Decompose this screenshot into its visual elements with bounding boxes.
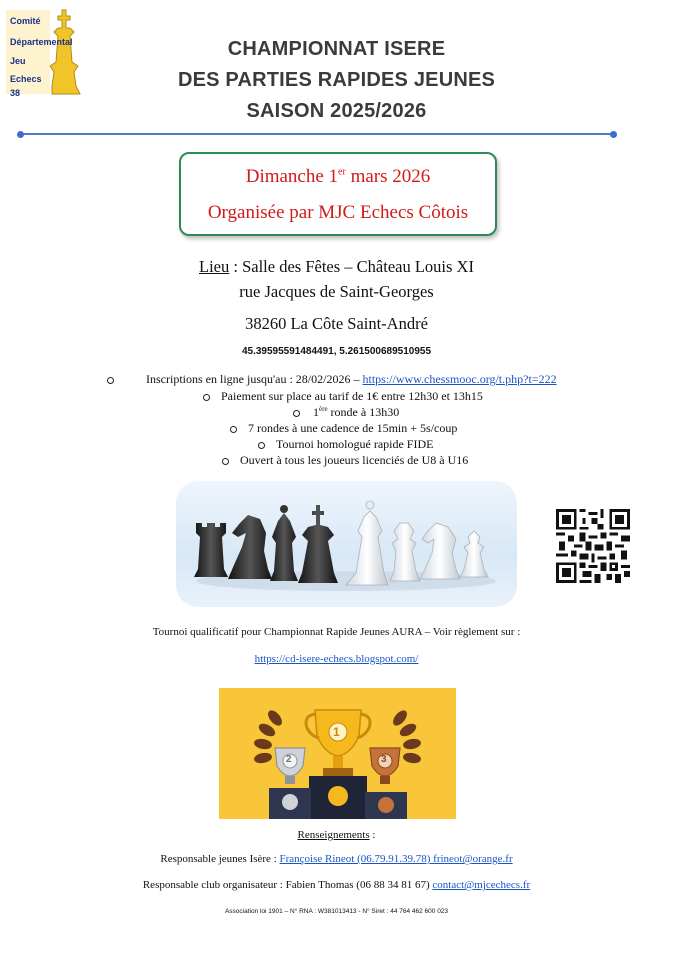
circle-bullet-icon <box>258 442 265 449</box>
qualifier-text: Tournoi qualificatif pour Championnat Rapide Jeunes AURA – Voir règlement sur : <box>152 626 521 638</box>
page-title-line-1: CHAMPIONNAT ISERE <box>227 38 446 60</box>
circle-bullet-icon <box>107 377 114 384</box>
rules-link[interactable]: https://cd-isere-echecs.blogspot.com/ <box>254 653 419 665</box>
contact-youth: Responsable jeunes Isère : Françoise Rineot (06.79.91.39.78) frineot@orange.fr <box>160 853 513 865</box>
logo-text-line-2: Départemental <box>10 37 73 47</box>
list-item-fide: Tournoi homologué rapide FIDE <box>258 437 433 452</box>
association-footer: Association loi 1901 – N° RNA : W381013413 - N° Siret : 44 764 462 600 023 <box>224 908 449 915</box>
qualifier-link-row <box>0 653 673 665</box>
trophy-podium-icon <box>219 688 456 819</box>
list-item-open: Ouvert à tous les joueurs licenciés de U8 à U16 <box>222 453 468 468</box>
list-item-rounds: 7 rondes à une cadence de 15min + 5s/coup <box>230 421 457 436</box>
page-title-line-2: DES PARTIES RAPIDES JEUNES <box>177 69 496 91</box>
second-place-number: 2 <box>286 754 292 765</box>
divider-dot-left <box>17 131 24 138</box>
trophies-podium-image <box>219 688 456 819</box>
list-item-payment: Paiement sur place au tarif de 1€ entre 12h30 et 13h15 <box>203 389 483 404</box>
first-place-number: 1 <box>333 725 340 739</box>
venue-label: Lieu <box>199 257 230 276</box>
divider-dot-right <box>610 131 617 138</box>
contact-club: Responsable club organisateur : Fabien Thomas (06 88 34 81 67) contact@mjcechecs.fr <box>142 879 531 891</box>
qr-code-icon[interactable] <box>556 509 630 583</box>
circle-bullet-icon <box>293 410 300 417</box>
venue-city: 38260 La Côte Saint-André <box>245 314 428 333</box>
event-organizer: Organisée par MJC Echecs Côtois <box>207 202 469 223</box>
logo-text-line-1: Comité <box>10 16 41 26</box>
venue-street: rue Jacques de Saint-Georges <box>239 282 434 301</box>
youth-contact-link[interactable]: Françoise Rineot (06.79.91.39.78) frineot@orange.fr <box>279 853 513 865</box>
event-date: Dimanche 1er mars 2026 <box>245 166 431 187</box>
logo-text-line-3: Jeu <box>10 56 26 66</box>
registration-link[interactable]: https://www.chessmooc.org/t.php?t=222 <box>362 372 557 386</box>
third-place-number: 3 <box>381 754 387 765</box>
contacts-heading: Renseignements : <box>297 829 376 841</box>
venue-coordinates: 45.39595591484491, 5.261500689510955 <box>241 346 432 357</box>
event-info-box <box>179 152 497 236</box>
page-title-line-3: SAISON 2025/2026 <box>246 100 427 122</box>
title-divider <box>20 133 614 135</box>
circle-bullet-icon <box>222 458 229 465</box>
qr-code-graphic <box>556 509 630 583</box>
logo-text-line-5: 38 <box>10 88 21 98</box>
club-email-link[interactable]: contact@mjcechecs.fr <box>432 879 531 891</box>
circle-bullet-icon <box>203 394 210 401</box>
chess-pieces-image <box>176 481 517 607</box>
circle-bullet-icon <box>230 426 237 433</box>
venue-place: Lieu : Salle des Fêtes – Château Louis XI <box>199 257 474 276</box>
chess-pieces-icon <box>176 481 517 607</box>
logo-text-line-4: Echecs <box>10 74 42 84</box>
list-item-first-round: 1ère ronde à 13h30 <box>293 405 399 420</box>
list-item-registration: Inscriptions en ligne jusqu'au : 28/02/2026 – https://www.chessmooc.org/t.php?t=222 <box>107 372 557 387</box>
